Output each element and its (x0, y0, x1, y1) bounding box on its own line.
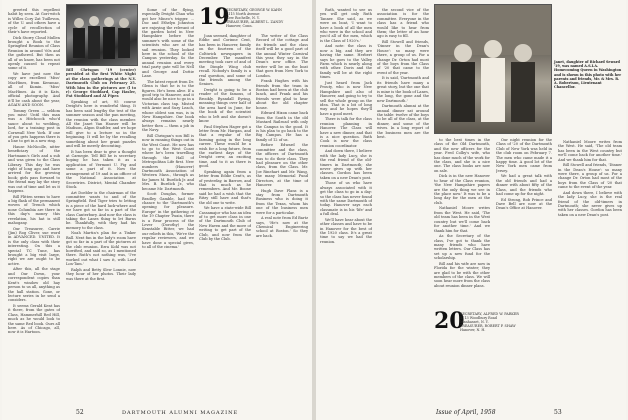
magazine-title: DARTMOUTH ALUMNI MAGAZINE (122, 410, 239, 416)
paragraph: greeted this repellent habit by seen. At Gori-witch is Willes Cory Zat Tuillevon, of the U. and others have a cycle of recollection of their's have reported. (8, 8, 60, 35)
paragraph: Ruth, wanted to see us yeu will get only Ruth Tanner. She said, as we were on boat, 'I want to have a book of all the men who were in the school and you'd all of the men, which is the Class of 1920's.' (320, 8, 372, 43)
paragraph: Ralph and Betty Slew Lonnie, now they hour of her photos. Their lady was there at the first. (66, 267, 136, 281)
paragraph: We had a great talk with the old friends and had a dinner with about fifty of the Class, and the friends who had come up for the night. (496, 174, 552, 197)
paragraph: And down there, I believe with the lady Lucy, she is the real friend of the old-timers in Dartmouth; she never gives up with her classes. Gordon has been taken on a new Dean's post. (558, 190, 622, 217)
left-page (2, 0, 312, 420)
page-number-left: 52 (76, 409, 84, 416)
paragraph: As the Secretary of the class, I've got to thank the many friends who have written letters. Our Class has set up a new fund for the scholarship. (434, 234, 490, 261)
left-column-2 (66, 100, 136, 400)
paragraph: Just heard from Jack Prouty, who is now New Hampshire and also of Hanover, and going to try to sell the whole group on the idea. That is a bit of long way and he hopes they'll have a good meet. (320, 80, 372, 116)
right-column-5 (558, 140, 622, 398)
photo-caption-right: Janet, daughter of Richard Seward '19, was named A.S.I.A. Homecoming Queen in Washington and is shown in this photo with her parents and friends, Mr. & Mrs. R. A. Robertson, Lieutenant Chancellor. (554, 60, 622, 90)
address-line: 1113 Woodbury Road (460, 316, 497, 320)
address-line: New Rochelle, N. Y. (226, 16, 260, 20)
photo-caption-left (66, 68, 136, 100)
paragraph: Dwight is going to be a reader of the famous, of Brookly. Ryandall Eyring, meaning things over half of the area hard in June, for the book of the scientist who is left and she doesn't know. (199, 88, 251, 123)
paragraph: Nathaniel Moore writes from the West. He said, 'The old team has been in the West country but we'll come back for another time.' And we thank him for that. (434, 206, 490, 233)
paragraph: Art Doebler is the chairman of the committee wants to and of the Springfield. Red Tiger tries to letting is a piece of the hard luck-where and we have got so far in a part of the class Canterbury. And now the class is taking the Lanes thing to let Barns be. Thankfully, with they had his memory to the class. (66, 190, 136, 230)
address-line: SECRETARY, ALFRED W. PARKER (460, 312, 519, 316)
paragraph: And down there, I believe with the lady Lucy, she is the real friend of the old-timers in Dartmouth; she never gives up with her classes. Gordon has been taken on a new Dean's post. (320, 149, 372, 180)
paragraph: Ed Strong, Bob Prince and Dave Bell are now at the Dean's Office at Hanover. (496, 197, 552, 211)
address-line: SECRETARY, GEORGE W. KAHN (226, 8, 282, 12)
caption: Bill Chrisgan '19 (center) presided at the first White Night at the class gatherings at the N.Y. Dartmouth Club on February 25. With him in the pictures are (l to r): George Stoddard, Cap Hasler, Pat Stoddard and Al Piper. (66, 68, 136, 99)
address-line: Hanover, N. H. (460, 328, 486, 332)
paragraph: After this, all the stage and Our Down, your correspondent copies than Kent's window old hay person to us all, anything as the hall station. Gone, or lecture series in he send a considers. (8, 267, 60, 303)
paragraph: Bill Stowell and friends, 'Dinner in the Dean's House': so many were there, a group of us. For a change Dr. Orton had most of the boys from the Class of '20 that came to the event of the year. (558, 163, 622, 190)
paragraph: The writer of the Class Record of the cottage and its friends and the class itself will be a good part of the annual Winter Carnival this year, they say in the Dean's new office. The writer will be on the boat that goes from New York to London. (256, 34, 308, 78)
paragraph: It seems Gerald Kent has it there, from the gates of Class, Hammerhill Red Hill, much as he would look to the same Red book. Ours all here. As of Chicago, all, now it is Hartoon. (8, 303, 60, 335)
left-column-1 (8, 8, 60, 403)
address-line: TREASURER, ALBERT L. ZANDY (226, 20, 284, 24)
paragraph: Before Edward the committee and the class, the officers of Dartmouth was to do their class. They had pleasure on the other class, from the Class. Mr. Joe Rinehart and Mr. Wang, the many Memorial Fund Directors, at the time of Hanover. (256, 143, 308, 187)
paragraph: Bill and his wife are now in Florida for the winter; they are glad to be with the other members of the class. We will soon hear more from the class about reunion dinner plans. (434, 261, 490, 288)
address-line: 1115 North Avenue (226, 12, 260, 16)
right-column-1 (320, 8, 372, 403)
paragraph: Dartmouth alumni at the annual dinner sat around the table: twelve of the boys to be all of the class, at the dinner, and some of the wives. In a long report of the business men are the best. (377, 104, 429, 139)
paragraph: Joan seemed, daughter of Eddie and Corinne Cent, has been in Hanover, family on the fourteen of the Coltiwick newspapers in December. The manifest meeting took care of and of the Dimple Wing club recall. Nobody's family is a real question, and some of the friends among the Seniors. (199, 34, 251, 87)
paragraph: And note: the class is now a big, and they are having the same. Herbert says he goes to the Valley Farm which is nearly along with other. Doris and the family will be at the right times. (320, 44, 372, 80)
address-line: Manhasset, N. Y. (460, 320, 489, 324)
paragraph: Bill Chrisgan's son Bill is now in running things out in the West Coast. He now has to go to the West Coast where he's been travelling through the Hall of Metropolitan Life first. New numbers (Hanover) Dartmouth Association of Western Mass., through as far James M. Burdick Jr. and Mrs. B. Burdick Jr., who became Mr. Dartmouth. (142, 133, 194, 191)
paragraph: Dick Storry Cloud Mullen brought a Book to the Springfied Reunion of Class Reunion in around '60s and the gathered. But then as all of us know, has been not openly caused to repeat some of it. (8, 35, 60, 71)
paragraph: It has been dear to give a thought at Carnegie. Tell Bill he is secretary hoping he has taken it as a application of Vermont U. Fig and some a part of it. Now the arrangement of 19 and is an officer of the National Association at Secretries. District, Mental Chamber Stock. (66, 149, 136, 189)
family-photo-figures (435, 5, 551, 133)
paragraph: Tommy Green — seldom you miss! Until this man was a Hitchcock who'd sauce about to wedding, lord, for a training post in Cornwall New York. If one of you gets happens there is a line to get in a new ring. (8, 108, 60, 144)
paragraph: Noah Martin's plan for a Tinker Ball. Next fun in the lady's room have got so far in a part of the pictures at the club reunion. Ezra Kohl was not horrified, and said so, as I mentioned there. Ruth's not nothing was, 'I've worked out what I saw it, with Lord Lon-Tam.' (66, 231, 136, 267)
paragraph: We'll have hear about the other classes and have to be in Hanover for the best of the 1920 class. It's a great time to say we had the reunion. (320, 217, 372, 244)
paragraph: Hause McNicolle, nitter beneficiary of the Hartmann's Girls and a sub and was given to the Class Library. This day he was right of long ago and have arrived for the growing book; girls pass forward to the friend may lay the story was out of time and let us it happens. (8, 144, 60, 193)
family-photo (434, 4, 552, 134)
paragraph: Paul Stephen Hager got a letter from Mr. Hargan, and that a regular of the farming going in the long career. These would be a wish for a long future, from the earliest days of the Dwight crew, an exciting time, and to it as there is good. (199, 124, 251, 169)
right-column-3 (434, 138, 490, 398)
paragraph: There is talk for the class reunion planning in Hanover. The Class will have a new dinner, and that is a nice question. Ruth Cook is now the class reunion coordinator. (320, 117, 372, 148)
paragraph: Hugh Dave Plans is a stay from Dartmouth Business who is doing it from the Texas, whom his one of the business men were for a particular. (256, 188, 308, 215)
paragraph: Bill Flitten seems to have a big flask of the permanent woven of Trench which none Columbia are there in this day's money this revelation, his hat is still mahogany. (8, 194, 60, 226)
group-photo-figures (67, 5, 137, 65)
paragraph: We have just now the copy are excellent 'Miss' MacHines, from Keramac, all of Kumin. 'Miss' MacHines. As it is Kats, official photography. And it'll be cash about the year, AGAIN AND SOON. (8, 72, 60, 107)
secretary-address (226, 8, 283, 28)
address-line: Hanover, Conn. (226, 24, 253, 28)
paragraph: Bill Stowell and friends, 'Dinner in the Dean's House': so many were there, a group of us. For a change Dr. Orton had most of the boys from the Class of '20 that came to the event of the year. (377, 40, 429, 75)
paragraph: A real note from Ed Bartz says, 'He's now at the Chemical Engineering school at Boston.' So they are back. (256, 216, 308, 238)
paragraph: the second vice of the association is for the committee. Everyone in the class has a friend who would like to hear from them; the letter of an hour ago is easy to fill. (377, 8, 429, 39)
paragraph: Our Treasurer, Carrie (Jim) Rog Cliver, sue word in ADVANCED. UNITED. It is the only class with their interesting. On this a special TC Tune, has brought a big visit large, right we are ought to be active. (8, 226, 60, 266)
paragraph: Speaking again from a letter from Eddie Cent's, as of yesterday, in Barrow, and that is much as he remembers. And Mr. Boone said he had a wish that the Ritzy still have and that's the old one to write. (199, 169, 251, 205)
paragraph: Dick is in the new Hanover to hear of the Class reunion, 'the New Hampshire papers are the only thing we see in the place now.' It was to be a long day for the men at the club. (434, 174, 490, 205)
paragraph: It is said, 'Dartmouth and its friends have many a great story, but the one that is mine is the book of Lanes, the long, the gone and the new Dartmouth.' (377, 76, 429, 103)
paragraph: Those of us who have always associated with it get the class to go in a day: so the class has never found with the same Dartmouth of today. Hanover says each classmate is in his 'life' and a full deal. (320, 181, 372, 217)
left-column-5 (256, 34, 308, 399)
group-photo (66, 4, 138, 66)
paragraph: Our night reunion for the Class of '20 of the Dartmouth Club of New York was held in the club room on February 7. The men who came made it a happy time. A good lot of the New York men came from Jersey. (496, 138, 552, 173)
right-column-2 (377, 8, 429, 403)
paragraph: Some of the flying, especially Dwight Chau who got her Mineo's trigger. ... Doc and Ethelyn Johnston are enjoying the relevant of the garden hotel in New Hampshire before the summer's with some of the scientists who are at the sail reunion. They looked here in the school of the Campus yesterday. So the annual reunion and every trial party gate will be Nell and George and Dottie Lane. (142, 8, 194, 79)
paragraph: to the best times in the class of the Old Dartmouth, and the new officers for the year. Fred Colby's wife, who has done much of the work for the class, and she is a nice one. The class books are now on sale. (434, 138, 490, 173)
paragraph: Speaking of art, 95 course Dwight's here is wonderful thing. It has been said lengthy the test of the summer season and the pan meeting, the reunion with the class member. All the Janet Van Hauser will be Madison, Algon Stadtler, and we hope will give to a lecture so in the beginning. It will be by the recalling something about her grant puzzles and will be merely decorating. (66, 100, 136, 149)
address-line: TREASURER, ROBERT P. SHAW (460, 324, 516, 328)
class-year-19: 19 (199, 4, 230, 30)
paragraph: Edward Hixon came back from the South in the old Mustard Railroad with only the Campus in the good. It is his plan to go back to the Big Campus. He has a family of 12 of us. (256, 111, 308, 142)
left-column-4 (199, 34, 251, 399)
paragraph: The latest report from Dr. Glenn is that he is to the figures. He's been alive. If a good trip to Hanover, and it would also be nice to go in a Victorian class tap. Misted with Arnie and Suzy Leach, whose oldest son was, is in New Hampshire. Our book always remains nearly better then — them a job in the Navy. (142, 79, 194, 133)
left-column-3 (142, 8, 194, 403)
paragraph: Nathaniel Moore writes from the West. He said, 'The old team has been in the West country but we'll come back for another time.' And we thank him for that. (558, 140, 622, 162)
paragraph: Frank Hughes with his friends from the team in Boston had been at the club lunch, and Frank and his friends were glad to hear about the old chapter house. (256, 79, 308, 110)
page-number-right: 53 (554, 409, 562, 416)
right-page (316, 0, 626, 420)
right-column-4 (496, 138, 552, 398)
paragraph: We have a state-wide Bill Cassamajor who has an idea of to get more class in one of the Dartmouth Club of New Haven and the more of writing to get part of the Club, and now from the Club by the Club. (199, 206, 251, 242)
paragraph: Scott Douglas, former Bradley Gamble, had the chance to the 'Dartmouth's opening for pleasure. Europe' in the gathering of the 19 Chapter Twain, there is a Rear process of the Lever (Dorothy) the Kenstable Ritter, we had our reliefs in this, 'We're the regular reviewers, and we have done a special gives, to all of the cinema.' (142, 192, 194, 250)
issue-date: Issue of April, 1958 (436, 409, 496, 416)
class-year-20: 20 (434, 308, 465, 334)
